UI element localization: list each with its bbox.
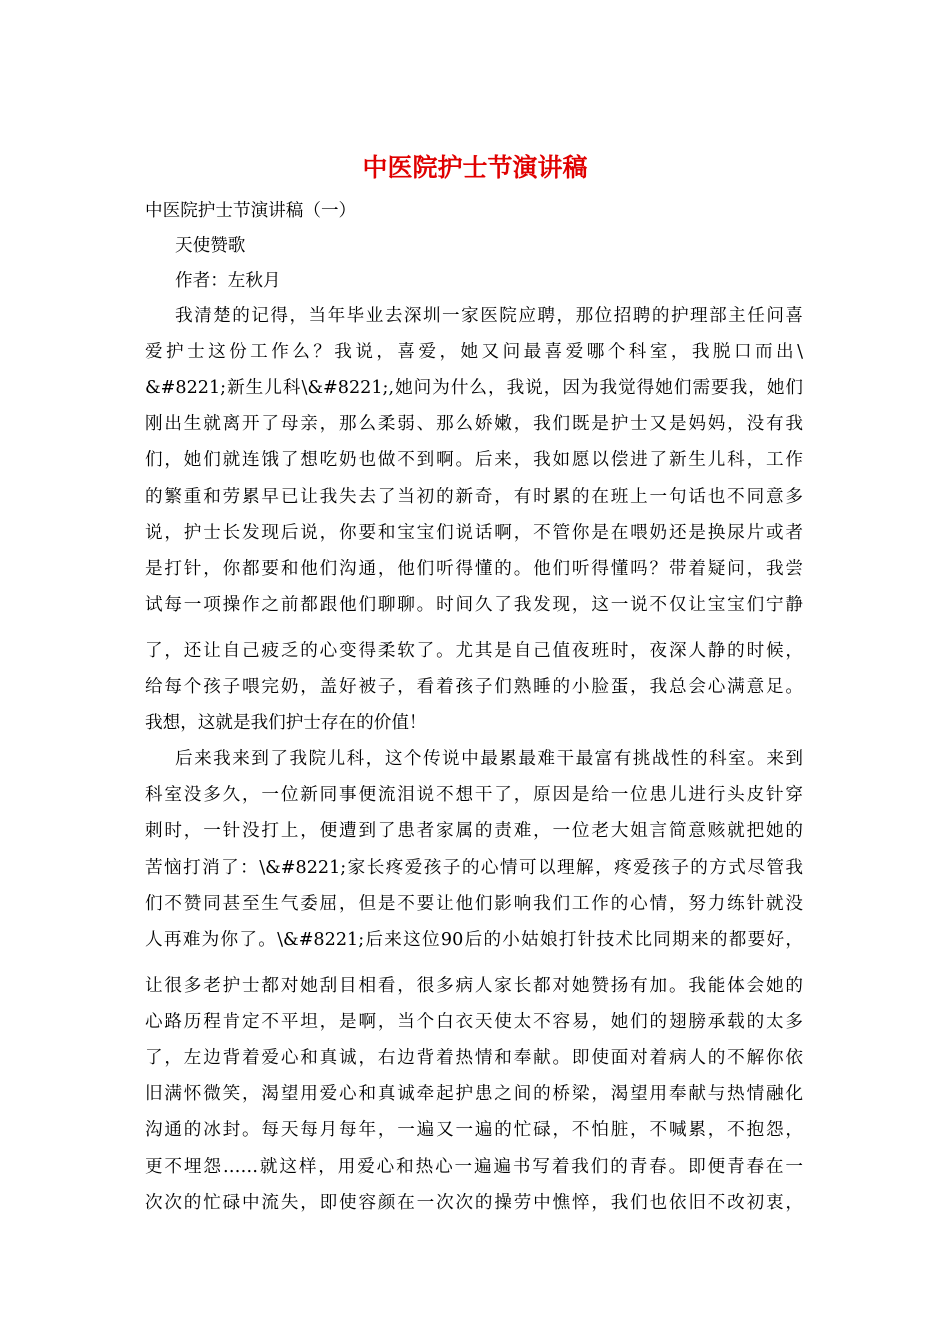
body-line: 说，护士长发现后说，你要和宝宝们说话啊，不管你是在喂奶还是换尿片或者 [145, 523, 803, 543]
body-line: 给每个孩子喂完奶，盖好被子，看着孩子们熟睡的小脸蛋，我总会心满意足。 [145, 677, 803, 697]
body-line: 科室没多久，一位新同事便流泪说不想干了，原因是给一位患儿进行头皮针穿 [145, 785, 803, 805]
body-line: 苦恼打消了：\&#8221;家长疼爱孩子的心情可以理解，疼爱孩子的方式尽管我 [145, 858, 803, 878]
body-line: 我清楚的记得，当年毕业去深圳一家医院应聘，那位招聘的护理部主任问喜 [175, 306, 803, 326]
body-line: 我想，这就是我们护士存在的价值！ [145, 713, 427, 733]
body-line: &#8221;新生儿科\&#8221;,她问为什么，我说，因为我觉得她们需要我，她们 [145, 378, 803, 398]
body-line: 刺时，一针没打上，便遭到了患者家属的责难，一位老大姐言简意赅就把她的 [145, 821, 803, 841]
body-line: 是打针，你都要和他们沟通，他们听得懂的。他们听得懂吗？带着疑问，我尝 [145, 559, 803, 579]
body-line: 爱护士这份工作么？我说，喜爱，她又问最喜爱哪个科室，我脱口而出\ [145, 342, 803, 362]
body-line: 心路历程肯定不平坦，是啊，当个白衣天使太不容易，她们的翅膀承载的太多 [145, 1012, 803, 1032]
body-line: 次次的忙碌中流失，即使容颜在一次次的操劳中憔悴，我们也依旧不改初衷， [145, 1193, 803, 1213]
body-line: 试每一项操作之前都跟他们聊聊。时间久了我发现，这一说不仅让宝宝们宁静 [145, 595, 803, 615]
body-line: 刚出生就离开了母亲，那么柔弱、那么娇嫩，我们既是护士又是妈妈，没有我 [145, 414, 803, 434]
body-line: 了，左边背着爱心和真诚，右边背着热情和奉献。即使面对着病人的不解你依 [145, 1048, 803, 1068]
body-line: 更不埋怨……就这样，用爱心和热心一遍遍书写着我们的青春。即便青春在一 [145, 1157, 803, 1177]
body-line: 了，还让自己疲乏的心变得柔软了。尤其是自己值夜班时，夜深人静的时候， [145, 641, 803, 661]
body-line: 沟通的冰封。每天每月每年，一遍又一遍的忙碌，不怕脏，不喊累，不抱怨， [145, 1120, 803, 1140]
body-line: 们不赞同甚至生气委屈，但是不要让他们影响我们工作的心情，努力练针就没 [145, 894, 803, 914]
body-line: 后来我来到了我院儿科，这个传说中最累最难干最富有挑战性的科室。来到 [175, 749, 803, 769]
body-line: 的繁重和劳累早已让我失去了当初的新奇，有时累的在班上一句话也不同意多 [145, 487, 803, 507]
author-line: 作者：左秋月 [175, 271, 281, 291]
body-line: 人再难为你了。\&#8221;后来这位90后的小姑娘打针技术比同期来的都要好， [145, 930, 803, 950]
document-title: 中医院护士节演讲稿 [362, 153, 588, 182]
body-line: 让很多老护士都对她刮目相看，很多病人家长都对她赞扬有加。我能体会她的 [145, 976, 803, 996]
body-line: 旧满怀微笑，渴望用爱心和真诚牵起护患之间的桥梁，渴望用奉献与热情融化 [145, 1084, 803, 1104]
body-line: 们，她们就连饿了想吃奶也做不到啊。后来，我如愿以偿进了新生儿科，工作 [145, 450, 803, 470]
subtitle: 中医院护士节演讲稿（一） [145, 201, 357, 221]
piece-title: 天使赞歌 [175, 236, 246, 256]
